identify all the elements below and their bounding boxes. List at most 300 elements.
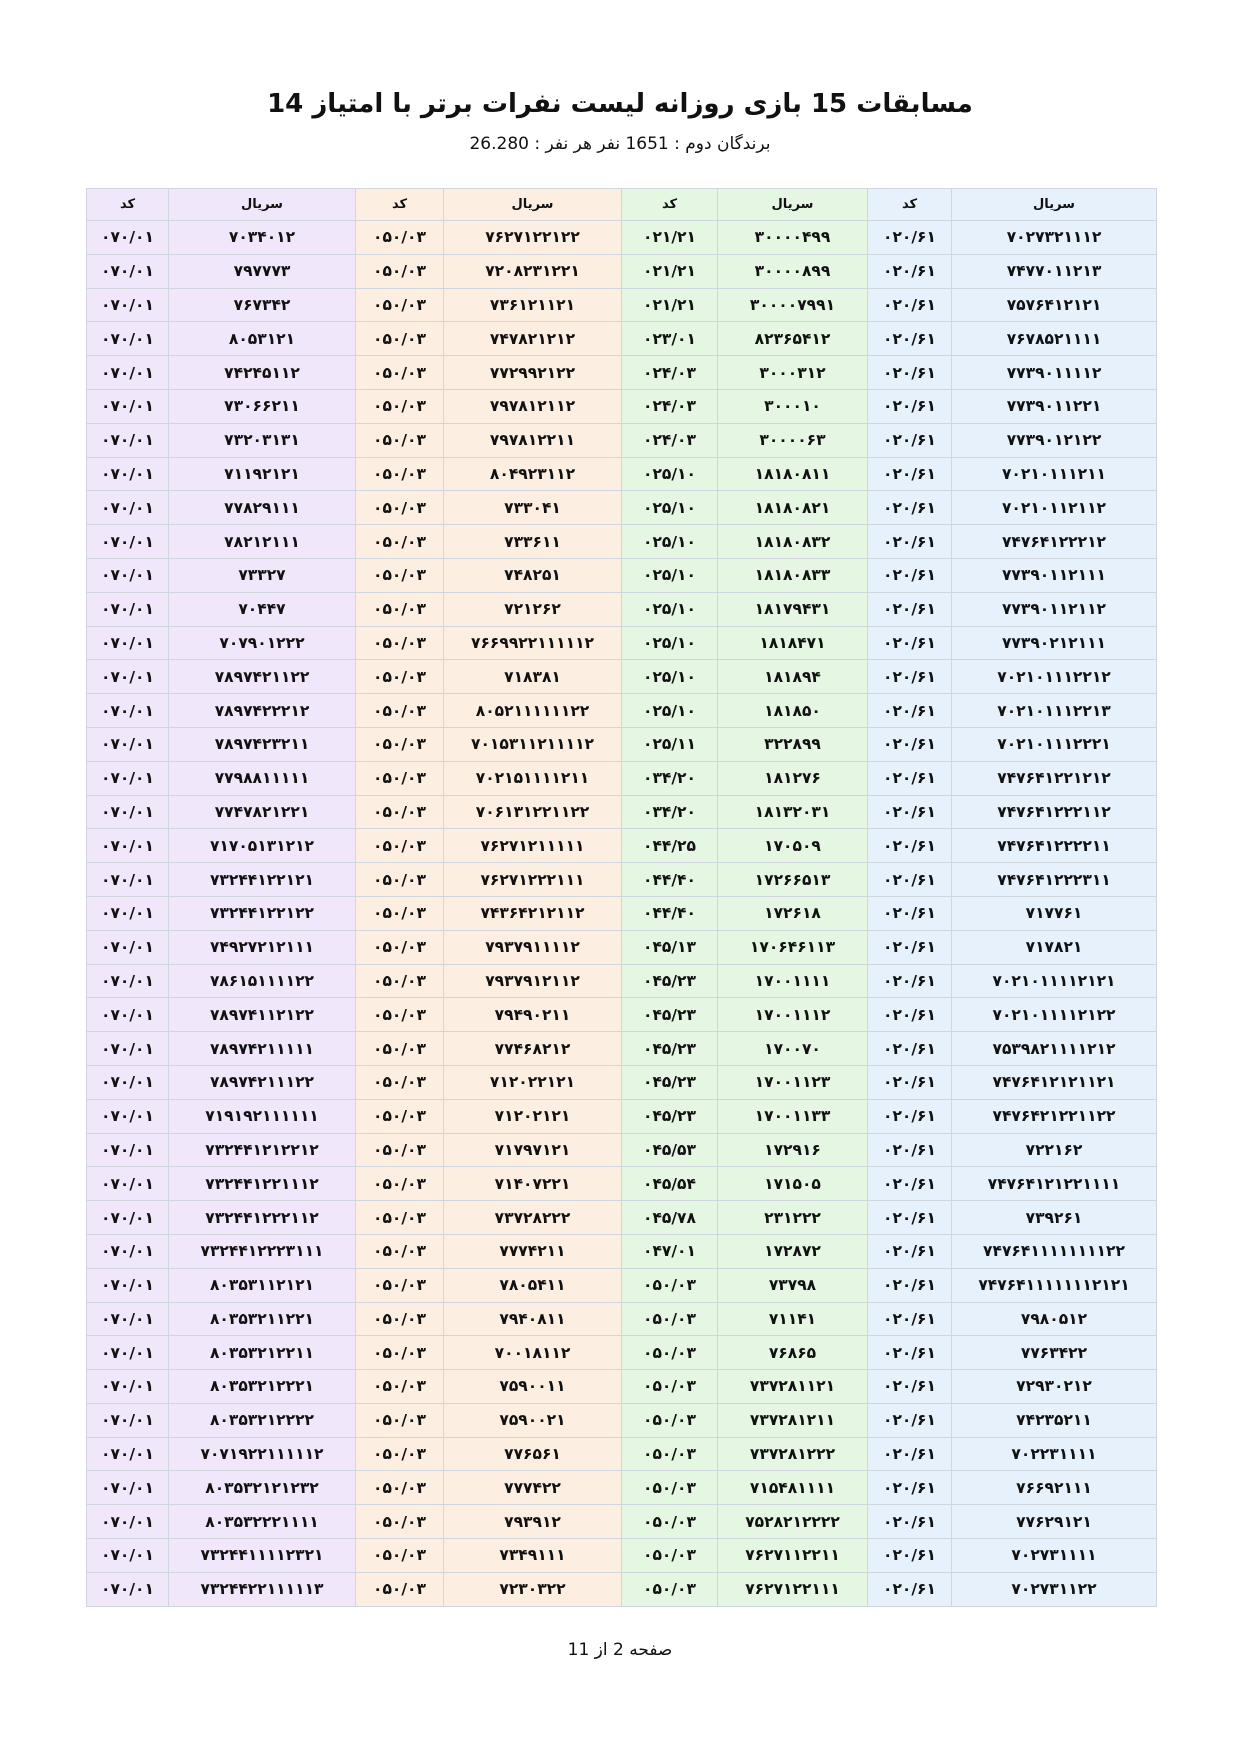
code-cell: ۰۷۰/۰۱ xyxy=(87,1539,169,1573)
serial-cell: ۷۳۰۶۶۲۱۱ xyxy=(169,389,356,423)
code-cell: ۰۵۰/۰۳ xyxy=(356,356,444,390)
serial-cell: ۷۶۶۹۹۲۲۱۱۱۱۱۲ xyxy=(444,626,622,660)
table-row xyxy=(87,1133,1157,1167)
serial-cell: ۷۴۹۲۷۲۱۲۱۱۱ xyxy=(169,930,356,964)
serial-cell: ۱۷۲۸۷۲ xyxy=(718,1234,868,1268)
serial-cell: ۷۸۹۷۴۲۱۱۱۲۲ xyxy=(169,1065,356,1099)
serial-cell: ۷۱۵۴۸۱۱۱۱ xyxy=(718,1471,868,1505)
serial-cell: ۱۷۰۶۴۶۱۱۳ xyxy=(718,930,868,964)
serial-cell: ۷۳۲۴۴۱۱۱۱۲۳۲۱ xyxy=(169,1539,356,1573)
code-cell: ۰۷۰/۰۱ xyxy=(87,761,169,795)
serial-cell: ۷۴۷۶۴۱۲۲۲۳۱۱ xyxy=(952,863,1157,897)
table-row xyxy=(87,1505,1157,1539)
serial-cell: ۷۰۶۱۳۱۲۲۱۱۲۲ xyxy=(444,795,622,829)
serial-cell: ۷۴۷۶۴۱۱۱۱۱۱۱۲۱۲۱ xyxy=(952,1268,1157,1302)
table-row xyxy=(87,964,1157,998)
table-row xyxy=(87,829,1157,863)
code-cell: ۰۲۰/۶۱ xyxy=(868,829,952,863)
serial-cell: ۷۱۹۱۹۲۱۱۱۱۱۱ xyxy=(169,1099,356,1133)
table-row xyxy=(87,322,1157,356)
code-cell: ۰۲۰/۶۱ xyxy=(868,998,952,1032)
code-cell: ۰۷۰/۰۱ xyxy=(87,457,169,491)
code-cell: ۰۷۰/۰۱ xyxy=(87,694,169,728)
code-cell: ۰۷۰/۰۱ xyxy=(87,660,169,694)
serial-cell: ۷۰۷۱۹۲۲۱۱۱۱۱۲ xyxy=(169,1437,356,1471)
column-header-serial: سریال xyxy=(718,189,868,221)
results-table xyxy=(86,188,1157,1607)
code-cell: ۰۲۰/۶۱ xyxy=(868,761,952,795)
serial-cell: ۷۱۱۴۱ xyxy=(718,1302,868,1336)
code-cell: ۰۵۰/۰۳ xyxy=(356,1302,444,1336)
code-cell: ۰۲۰/۶۱ xyxy=(868,964,952,998)
code-cell: ۰۲۵/۱۰ xyxy=(622,491,718,525)
serial-cell: ۳۰۰۰۰۸۹۹ xyxy=(718,254,868,288)
code-cell: ۰۵۰/۰۳ xyxy=(356,558,444,592)
serial-cell: ۷۰۷۹۰۱۲۲۲ xyxy=(169,626,356,660)
table-row xyxy=(87,694,1157,728)
serial-cell: ۷۶۲۷۱۱۲۲۱۱ xyxy=(718,1539,868,1573)
serial-cell: ۷۳۹۲۶۱ xyxy=(952,1201,1157,1235)
serial-cell: ۷۴۳۶۴۲۱۲۱۱۲ xyxy=(444,896,622,930)
code-cell: ۰۲۴/۰۳ xyxy=(622,389,718,423)
serial-cell: ۳۲۲۸۹۹ xyxy=(718,727,868,761)
code-cell: ۰۲۰/۶۱ xyxy=(868,1403,952,1437)
serial-cell: ۱۸۱۸۰۸۳۳ xyxy=(718,558,868,592)
column-header-serial: سریال xyxy=(169,189,356,221)
code-cell: ۰۷۰/۰۱ xyxy=(87,1099,169,1133)
code-cell: ۰۷۰/۰۱ xyxy=(87,829,169,863)
table-row xyxy=(87,660,1157,694)
code-cell: ۰۵۰/۰۳ xyxy=(356,727,444,761)
code-cell: ۰۷۰/۰۱ xyxy=(87,896,169,930)
code-cell: ۰۵۰/۰۳ xyxy=(356,491,444,525)
code-cell: ۰۵۰/۰۳ xyxy=(356,1370,444,1404)
code-cell: ۰۲۰/۶۱ xyxy=(868,1099,952,1133)
serial-cell: ۷۴۲۳۵۲۱۱ xyxy=(952,1403,1157,1437)
table-row xyxy=(87,930,1157,964)
serial-cell: ۷۴۷۶۴۱۲۱۲۲۱۱۱۱ xyxy=(952,1167,1157,1201)
table-row xyxy=(87,1539,1157,1573)
code-cell: ۰۷۰/۰۱ xyxy=(87,254,169,288)
serial-cell: ۷۳۷۲۸۱۱۲۱ xyxy=(718,1370,868,1404)
serial-cell: ۷۹۷۸۱۲۱۱۲ xyxy=(444,389,622,423)
code-cell: ۰۲۵/۱۰ xyxy=(622,694,718,728)
serial-cell: ۷۸۶۱۵۱۱۱۱۲۲ xyxy=(169,964,356,998)
table-row xyxy=(87,558,1157,592)
code-cell: ۰۲۵/۱۰ xyxy=(622,592,718,626)
table-row xyxy=(87,1302,1157,1336)
serial-cell: ۸۲۳۶۵۴۱۲ xyxy=(718,322,868,356)
code-cell: ۰۲۵/۱۰ xyxy=(622,457,718,491)
table-row xyxy=(87,1336,1157,1370)
serial-cell: ۷۰۲۱۵۱۱۱۱۲۱۱ xyxy=(444,761,622,795)
code-cell: ۰۵۰/۰۳ xyxy=(356,863,444,897)
serial-cell: ۷۱۲۰۲۱۲۱ xyxy=(444,1099,622,1133)
code-cell: ۰۷۰/۰۱ xyxy=(87,288,169,322)
code-cell: ۰۲۰/۶۱ xyxy=(868,660,952,694)
serial-cell: ۱۷۰۰۱۱۱۱ xyxy=(718,964,868,998)
serial-cell: ۷۸۹۷۴۱۱۲۱۲۲ xyxy=(169,998,356,1032)
serial-cell: ۲۳۱۲۲۲ xyxy=(718,1201,868,1235)
serial-cell: ۱۷۰۵۰۹ xyxy=(718,829,868,863)
serial-cell: ۷۷۶۳۴۲۲ xyxy=(952,1336,1157,1370)
code-cell: ۰۵۰/۰۳ xyxy=(356,1201,444,1235)
serial-cell: ۱۸۱۸۰۸۳۲ xyxy=(718,525,868,559)
serial-cell: ۷۴۷۶۴۱۲۲۱۲۱۲ xyxy=(952,761,1157,795)
serial-cell: ۱۷۰۰۷۰ xyxy=(718,1032,868,1066)
serial-cell: ۷۰۲۷۳۱۱۱۱ xyxy=(952,1539,1157,1573)
code-cell: ۰۷۰/۰۱ xyxy=(87,626,169,660)
serial-cell: ۷۹۸۰۵۱۲ xyxy=(952,1302,1157,1336)
serial-cell: ۷۲۰۸۲۳۱۲۲۱ xyxy=(444,254,622,288)
code-cell: ۰۵۰/۰۳ xyxy=(356,322,444,356)
serial-cell: ۱۸۱۸۰۸۲۱ xyxy=(718,491,868,525)
code-cell: ۰۷۰/۰۱ xyxy=(87,1032,169,1066)
code-cell: ۰۵۰/۰۳ xyxy=(622,1539,718,1573)
code-cell: ۰۴۵/۲۳ xyxy=(622,998,718,1032)
table-row xyxy=(87,1437,1157,1471)
serial-cell: ۷۱۲۰۲۲۱۲۱ xyxy=(444,1065,622,1099)
code-cell: ۰۲۰/۶۱ xyxy=(868,288,952,322)
code-cell: ۰۷۰/۰۱ xyxy=(87,592,169,626)
code-cell: ۰۷۰/۰۱ xyxy=(87,1133,169,1167)
code-cell: ۰۷۰/۰۱ xyxy=(87,998,169,1032)
serial-cell: ۷۳۷۲۸۱۲۱۱ xyxy=(718,1403,868,1437)
table-row xyxy=(87,221,1157,255)
table-row xyxy=(87,525,1157,559)
code-cell: ۰۵۰/۰۳ xyxy=(356,1403,444,1437)
serial-cell: ۷۴۷۷۰۱۱۲۱۳ xyxy=(952,254,1157,288)
serial-cell: ۸۰۵۳۱۲۱ xyxy=(169,322,356,356)
serial-cell: ۷۰۲۱۰۱۱۱۱۲۱۲۱ xyxy=(952,964,1157,998)
code-cell: ۰۵۰/۰۳ xyxy=(356,1133,444,1167)
code-cell: ۰۷۰/۰۱ xyxy=(87,1065,169,1099)
code-cell: ۰۷۰/۰۱ xyxy=(87,558,169,592)
serial-cell: ۷۰۲۱۰۱۱۱۲۲۲۱ xyxy=(952,727,1157,761)
code-cell: ۰۲۰/۶۱ xyxy=(868,1201,952,1235)
code-cell: ۰۴۵/۷۸ xyxy=(622,1201,718,1235)
serial-cell: ۷۹۴۰۸۱۱ xyxy=(444,1302,622,1336)
serial-cell: ۱۸۱۸۴۷۱ xyxy=(718,626,868,660)
code-cell: ۰۲۰/۶۱ xyxy=(868,1268,952,1302)
serial-cell: ۷۳۲۴۴۲۲۱۱۱۱۱۳ xyxy=(169,1572,356,1606)
serial-cell: ۷۰۳۴۰۱۲ xyxy=(169,221,356,255)
serial-cell: ۷۶۲۷۱۲۱۱۱۱۱ xyxy=(444,829,622,863)
code-cell: ۰۲۵/۱۱ xyxy=(622,727,718,761)
serial-cell: ۷۰۰۱۸۱۱۲ xyxy=(444,1336,622,1370)
serial-cell: ۳۰۰۰۳۱۲ xyxy=(718,356,868,390)
code-cell: ۰۵۰/۰۳ xyxy=(356,626,444,660)
serial-cell: ۷۶۶۹۲۱۱۱ xyxy=(952,1471,1157,1505)
code-cell: ۰۷۰/۰۱ xyxy=(87,795,169,829)
serial-cell: ۷۳۷۲۸۱۲۲۲ xyxy=(718,1437,868,1471)
serial-cell: ۷۱۷۹۷۱۲۱ xyxy=(444,1133,622,1167)
serial-cell: ۳۰۰۰۰۶۳ xyxy=(718,423,868,457)
serial-cell: ۷۰۲۱۰۱۱۱۲۱۱ xyxy=(952,457,1157,491)
code-cell: ۰۲۰/۶۱ xyxy=(868,694,952,728)
code-cell: ۰۴۵/۲۳ xyxy=(622,964,718,998)
code-cell: ۰۵۰/۰۳ xyxy=(356,457,444,491)
column-header-serial: سریال xyxy=(444,189,622,221)
code-cell: ۰۲۰/۶۱ xyxy=(868,356,952,390)
code-cell: ۰۵۰/۰۳ xyxy=(356,1336,444,1370)
table-row xyxy=(87,1032,1157,1066)
code-cell: ۰۲۰/۶۱ xyxy=(868,221,952,255)
serial-cell: ۷۱۴۰۷۲۲۱ xyxy=(444,1167,622,1201)
code-cell: ۰۲۰/۶۱ xyxy=(868,389,952,423)
serial-cell: ۷۰۱۵۳۱۱۲۱۱۱۱۲ xyxy=(444,727,622,761)
code-cell: ۰۲۰/۶۱ xyxy=(868,254,952,288)
code-cell: ۰۵۰/۰۳ xyxy=(622,1302,718,1336)
serial-cell: ۸۰۳۵۳۱۱۲۱۲۱ xyxy=(169,1268,356,1302)
serial-cell: ۷۹۳۹۱۲ xyxy=(444,1505,622,1539)
code-cell: ۰۵۰/۰۳ xyxy=(622,1471,718,1505)
serial-cell: ۷۳۳۰۴۱ xyxy=(444,491,622,525)
code-cell: ۰۲۰/۶۱ xyxy=(868,423,952,457)
serial-cell: ۷۶۷۳۴۲ xyxy=(169,288,356,322)
code-cell: ۰۷۰/۰۱ xyxy=(87,356,169,390)
code-cell: ۰۵۰/۰۳ xyxy=(356,221,444,255)
code-cell: ۰۲۰/۶۱ xyxy=(868,457,952,491)
code-cell: ۰۵۰/۰۳ xyxy=(356,1268,444,1302)
code-cell: ۰۲۰/۶۱ xyxy=(868,592,952,626)
code-cell: ۰۵۰/۰۳ xyxy=(356,254,444,288)
serial-cell: ۷۴۷۶۴۱۲۱۲۱۱۲۱ xyxy=(952,1065,1157,1099)
serial-cell: ۷۴۷۶۴۱۲۲۲۱۱۲ xyxy=(952,795,1157,829)
serial-cell: ۷۷۷۴۲۱۱ xyxy=(444,1234,622,1268)
code-cell: ۰۷۰/۰۱ xyxy=(87,964,169,998)
column-header-code: کد xyxy=(87,189,169,221)
serial-cell: ۱۷۲۹۱۶ xyxy=(718,1133,868,1167)
serial-cell: ۷۳۲۴۴۱۲۱۲۲۱۲ xyxy=(169,1133,356,1167)
code-cell: ۰۲۱/۲۱ xyxy=(622,221,718,255)
serial-cell: ۷۸۹۷۴۲۱۱۲۲ xyxy=(169,660,356,694)
code-cell: ۰۲۰/۶۱ xyxy=(868,727,952,761)
serial-cell: ۷۴۷۸۲۱۲۱۲ xyxy=(444,322,622,356)
code-cell: ۰۷۰/۰۱ xyxy=(87,1167,169,1201)
code-cell: ۰۲۰/۶۱ xyxy=(868,1471,952,1505)
code-cell: ۰۵۰/۰۳ xyxy=(622,1336,718,1370)
code-cell: ۰۵۰/۰۳ xyxy=(356,1505,444,1539)
serial-cell: ۷۹۳۷۹۱۲۱۱۲ xyxy=(444,964,622,998)
column-header-code: کد xyxy=(868,189,952,221)
table-row xyxy=(87,1572,1157,1606)
serial-cell: ۷۲۱۲۶۲ xyxy=(444,592,622,626)
code-cell: ۰۵۰/۰۳ xyxy=(356,1437,444,1471)
serial-cell: ۷۰۲۷۳۲۱۱۱۲ xyxy=(952,221,1157,255)
code-cell: ۰۴۴/۲۵ xyxy=(622,829,718,863)
serial-cell: ۸۰۳۵۳۲۱۲۱۲۳۲ xyxy=(169,1471,356,1505)
code-cell: ۰۲۵/۱۰ xyxy=(622,626,718,660)
serial-cell: ۷۶۷۸۵۲۱۱۱۱ xyxy=(952,322,1157,356)
serial-cell: ۱۸۱۸۰۸۱۱ xyxy=(718,457,868,491)
code-cell: ۰۲۴/۰۳ xyxy=(622,423,718,457)
code-cell: ۰۲۱/۲۱ xyxy=(622,254,718,288)
code-cell: ۰۲۰/۶۱ xyxy=(868,1505,952,1539)
serial-cell: ۷۵۳۹۸۲۱۱۱۱۲۱۲ xyxy=(952,1032,1157,1066)
serial-cell: ۷۷۳۹۰۱۱۲۲۱ xyxy=(952,389,1157,423)
serial-cell: ۷۴۷۶۴۱۲۲۲۱۲ xyxy=(952,525,1157,559)
serial-cell: ۷۴۷۶۴۱۱۱۱۱۱۱۱۲۲ xyxy=(952,1234,1157,1268)
code-cell: ۰۲۰/۶۱ xyxy=(868,863,952,897)
code-cell: ۰۲۰/۶۱ xyxy=(868,491,952,525)
code-cell: ۰۵۰/۰۳ xyxy=(356,288,444,322)
code-cell: ۰۵۰/۰۳ xyxy=(356,1099,444,1133)
code-cell: ۰۲۰/۶۱ xyxy=(868,1302,952,1336)
code-cell: ۰۴۴/۴۰ xyxy=(622,896,718,930)
table-row xyxy=(87,423,1157,457)
serial-cell: ۸۰۴۹۲۳۱۱۲ xyxy=(444,457,622,491)
code-cell: ۰۲۰/۶۱ xyxy=(868,322,952,356)
code-cell: ۰۲۰/۶۱ xyxy=(868,795,952,829)
code-cell: ۰۲۵/۱۰ xyxy=(622,525,718,559)
serial-cell: ۷۳۲۴۴۱۲۲۱۲۲ xyxy=(169,896,356,930)
table-row xyxy=(87,356,1157,390)
serial-cell: ۷۴۲۴۵۱۱۲ xyxy=(169,356,356,390)
serial-cell: ۱۷۱۵۰۵ xyxy=(718,1167,868,1201)
serial-cell: ۷۰۲۱۰۱۱۲۱۱۲ xyxy=(952,491,1157,525)
code-cell: ۰۲۰/۶۱ xyxy=(868,930,952,964)
code-cell: ۰۵۰/۰۳ xyxy=(622,1403,718,1437)
table-row xyxy=(87,491,1157,525)
serial-cell: ۷۳۶۱۲۱۱۲۱ xyxy=(444,288,622,322)
serial-cell: ۷۰۴۴۷ xyxy=(169,592,356,626)
code-cell: ۰۷۰/۰۱ xyxy=(87,1268,169,1302)
code-cell: ۰۲۰/۶۱ xyxy=(868,1065,952,1099)
serial-cell: ۷۰۲۱۰۱۱۱۲۲۱۳ xyxy=(952,694,1157,728)
code-cell: ۰۵۰/۰۳ xyxy=(356,660,444,694)
code-cell: ۰۲۰/۶۱ xyxy=(868,1539,952,1573)
code-cell: ۰۲۵/۱۰ xyxy=(622,660,718,694)
table-row xyxy=(87,1099,1157,1133)
code-cell: ۰۴۴/۴۰ xyxy=(622,863,718,897)
code-cell: ۰۲۰/۶۱ xyxy=(868,1133,952,1167)
table-row xyxy=(87,727,1157,761)
code-cell: ۰۷۰/۰۱ xyxy=(87,1336,169,1370)
serial-cell: ۱۸۱۷۹۴۳۱ xyxy=(718,592,868,626)
serial-cell: ۷۹۷۸۱۲۲۱۱ xyxy=(444,423,622,457)
serial-cell: ۷۵۹۰۰۲۱ xyxy=(444,1403,622,1437)
code-cell: ۰۷۰/۰۱ xyxy=(87,1403,169,1437)
table-row xyxy=(87,254,1157,288)
serial-cell: ۷۳۳۶۱۱ xyxy=(444,525,622,559)
code-cell: ۰۵۰/۰۳ xyxy=(356,694,444,728)
code-cell: ۰۵۰/۰۳ xyxy=(622,1370,718,1404)
code-cell: ۰۵۰/۰۳ xyxy=(356,761,444,795)
code-cell: ۰۵۰/۰۳ xyxy=(356,795,444,829)
code-cell: ۰۷۰/۰۱ xyxy=(87,491,169,525)
serial-cell: ۱۷۲۶۶۵۱۳ xyxy=(718,863,868,897)
serial-cell: ۷۸۰۵۴۱۱ xyxy=(444,1268,622,1302)
serial-cell: ۳۰۰۰۰۷۹۹۱ xyxy=(718,288,868,322)
code-cell: ۰۴۵/۵۳ xyxy=(622,1133,718,1167)
serial-cell: ۱۸۱۲۷۶ xyxy=(718,761,868,795)
serial-cell: ۷۷۳۹۰۱۱۱۱۲ xyxy=(952,356,1157,390)
serial-cell: ۷۳۲۴۴۱۲۲۲۱۱۲ xyxy=(169,1201,356,1235)
code-cell: ۰۲۱/۲۱ xyxy=(622,288,718,322)
page-subtitle: برندگان دوم : 1651 نفر هر نفر : 26.280 xyxy=(469,134,771,154)
code-cell: ۰۵۰/۰۳ xyxy=(622,1268,718,1302)
code-cell: ۰۲۰/۶۱ xyxy=(868,1234,952,1268)
serial-cell: ۷۷۸۲۹۱۱۱ xyxy=(169,491,356,525)
code-cell: ۰۷۰/۰۱ xyxy=(87,1234,169,1268)
table-row xyxy=(87,761,1157,795)
code-cell: ۰۴۵/۲۳ xyxy=(622,1099,718,1133)
serial-cell: ۷۸۲۱۲۱۱۱ xyxy=(169,525,356,559)
column-header-serial: سریال xyxy=(952,189,1157,221)
table-header-row xyxy=(87,189,1157,221)
serial-cell: ۸۰۳۵۳۲۲۲۱۱۱۱ xyxy=(169,1505,356,1539)
serial-cell: ۱۷۰۰۱۱۳۳ xyxy=(718,1099,868,1133)
serial-cell: ۷۶۲۷۱۲۲۱۱۱ xyxy=(718,1572,868,1606)
code-cell: ۰۴۵/۲۳ xyxy=(622,1032,718,1066)
serial-cell: ۷۳۷۲۸۲۲۲ xyxy=(444,1201,622,1235)
serial-cell: ۸۰۳۵۳۲۱۲۲۲۲ xyxy=(169,1403,356,1437)
serial-cell: ۷۷۴۷۸۲۱۲۲۱ xyxy=(169,795,356,829)
serial-cell: ۸۰۳۵۳۲۱۱۲۲۱ xyxy=(169,1302,356,1336)
code-cell: ۰۵۰/۰۳ xyxy=(622,1505,718,1539)
page-title: مسابقات 15 بازی روزانه لیست نفرات برتر با امتیاز 14 xyxy=(267,89,973,119)
code-cell: ۰۷۰/۰۱ xyxy=(87,423,169,457)
code-cell: ۰۵۰/۰۳ xyxy=(356,423,444,457)
serial-cell: ۷۸۹۷۴۲۲۲۱۲ xyxy=(169,694,356,728)
code-cell: ۰۵۰/۰۳ xyxy=(356,1167,444,1201)
serial-cell: ۷۴۷۶۴۲۱۲۲۱۱۲۲ xyxy=(952,1099,1157,1133)
code-cell: ۰۵۰/۰۳ xyxy=(356,964,444,998)
code-cell: ۰۷۰/۰۱ xyxy=(87,727,169,761)
table-row xyxy=(87,1471,1157,1505)
serial-cell: ۷۳۲۴۴۱۲۲۲۳۱۱۱ xyxy=(169,1234,356,1268)
serial-cell: ۷۱۷۸۲۱ xyxy=(952,930,1157,964)
table-row xyxy=(87,592,1157,626)
serial-cell: ۱۸۱۸۹۴ xyxy=(718,660,868,694)
code-cell: ۰۲۰/۶۱ xyxy=(868,626,952,660)
serial-cell: ۷۷۴۶۸۲۱۲ xyxy=(444,1032,622,1066)
code-cell: ۰۷۰/۰۱ xyxy=(87,525,169,559)
code-cell: ۰۲۵/۱۰ xyxy=(622,558,718,592)
serial-cell: ۷۷۳۹۰۱۲۱۲۲ xyxy=(952,423,1157,457)
serial-cell: ۷۷۲۹۹۲۱۲۲ xyxy=(444,356,622,390)
serial-cell: ۱۷۲۶۱۸ xyxy=(718,896,868,930)
code-cell: ۰۳۴/۲۰ xyxy=(622,795,718,829)
table-row xyxy=(87,1065,1157,1099)
serial-cell: ۷۷۶۵۶۱ xyxy=(444,1437,622,1471)
serial-cell: ۷۱۷۰۵۱۳۱۲۱۲ xyxy=(169,829,356,863)
serial-cell: ۷۳۴۹۱۱۱ xyxy=(444,1539,622,1573)
serial-cell: ۱۸۱۸۵۰ xyxy=(718,694,868,728)
code-cell: ۰۷۰/۰۱ xyxy=(87,1437,169,1471)
serial-cell: ۸۰۳۵۳۲۱۲۲۲۱ xyxy=(169,1370,356,1404)
serial-cell: ۷۷۷۴۲۲ xyxy=(444,1471,622,1505)
column-header-code: کد xyxy=(356,189,444,221)
serial-cell: ۷۶۲۷۱۲۲۱۲۲ xyxy=(444,221,622,255)
serial-cell: ۷۰۲۱۰۱۱۱۲۲۱۲ xyxy=(952,660,1157,694)
serial-cell: ۳۰۰۰۰۴۹۹ xyxy=(718,221,868,255)
serial-cell: ۷۳۲۰۳۱۳۱ xyxy=(169,423,356,457)
code-cell: ۰۳۴/۲۰ xyxy=(622,761,718,795)
code-cell: ۰۵۰/۰۳ xyxy=(356,1471,444,1505)
code-cell: ۰۵۰/۰۳ xyxy=(356,1572,444,1606)
table-row xyxy=(87,1201,1157,1235)
serial-cell: ۷۱۸۳۸۱ xyxy=(444,660,622,694)
serial-cell: ۷۳۷۹۸ xyxy=(718,1268,868,1302)
serial-cell: ۷۳۲۴۴۱۲۲۱۲۱ xyxy=(169,863,356,897)
code-cell: ۰۷۰/۰۱ xyxy=(87,1302,169,1336)
code-cell: ۰۲۰/۶۱ xyxy=(868,1167,952,1201)
serial-cell: ۷۰۲۲۳۱۱۱۱ xyxy=(952,1437,1157,1471)
code-cell: ۰۲۰/۶۱ xyxy=(868,1032,952,1066)
code-cell: ۰۷۰/۰۱ xyxy=(87,221,169,255)
